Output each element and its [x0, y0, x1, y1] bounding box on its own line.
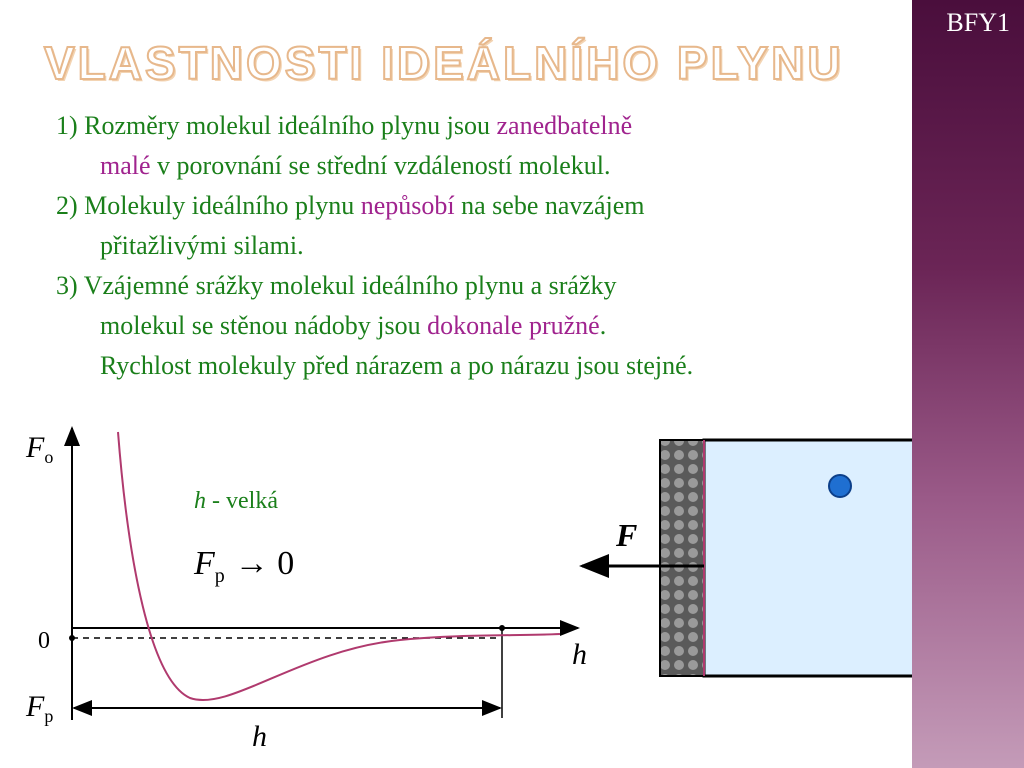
highlight-text: zanedbatelně [496, 111, 633, 140]
highlight-text: dokonale pružné [427, 311, 600, 340]
bullet-list [56, 106, 906, 386]
molecule-particle [829, 475, 851, 497]
bullet-text: přitažlivými silami. [100, 231, 304, 260]
bullet-1 [56, 106, 906, 186]
origin-point [69, 635, 75, 641]
slide-code: BFY1 [946, 8, 1010, 37]
bullet-line [56, 346, 906, 386]
page-title: VLASTNOSTI IDEÁLNÍHO PLYNU [44, 37, 844, 89]
diagram [0, 400, 912, 768]
highlight-text: nepůsobí [360, 191, 455, 220]
bullet-text: Rychlost molekuly před nárazem a po nárazu jsou stejné. [100, 351, 694, 380]
bullet-3 [56, 266, 906, 386]
bullet-text: 3) Vzájemné srážky molekul ideálního plynu a srážky [56, 271, 617, 300]
bullet-line [56, 306, 906, 346]
bullet-text: . [599, 311, 607, 340]
force-curve [118, 432, 560, 700]
bullet-text: v porovnání se střední vzdáleností molekul. [150, 151, 611, 180]
bullet-text: 2) Molekuly ideálního plynu [56, 191, 361, 220]
x-axis-label: h [572, 638, 587, 671]
y-axis-label-top: $F_o$ [26, 431, 54, 467]
bullet-text: molekul se stěnou nádoby jsou [100, 311, 428, 340]
bullet-line [56, 146, 906, 186]
y-axis-label-bottom: $F_p$ [26, 690, 54, 726]
force-label: F [616, 517, 638, 553]
bullet-2 [56, 186, 906, 266]
h-span-label: h [252, 720, 267, 753]
h-large-note: h - velká [194, 488, 278, 514]
bullet-text: na sebe navzájem [454, 191, 645, 220]
sidebar-panel [912, 0, 1024, 768]
zero-label: 0 [38, 628, 50, 654]
formula: $F_p \to 0$ [194, 545, 295, 587]
piston-wall [660, 440, 704, 676]
bullet-line [56, 226, 906, 266]
bullet-line [56, 106, 906, 146]
bullet-line [56, 186, 906, 226]
bullet-line [56, 266, 906, 306]
bullet-text: 1) Rozměry molekul ideálního plynu jsou [56, 111, 497, 140]
highlight-text: malé [100, 151, 151, 180]
container-body [704, 440, 912, 676]
